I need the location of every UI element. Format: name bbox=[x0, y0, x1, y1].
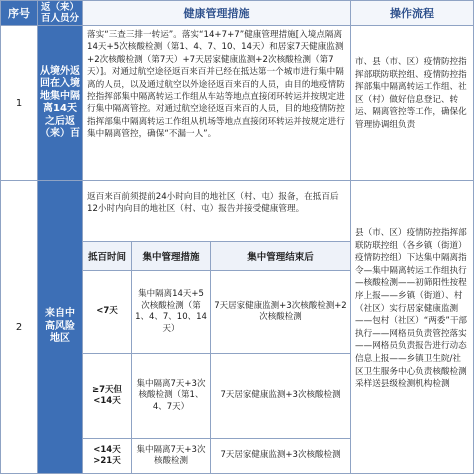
subtable-row2-time: ≥7天但<14天 bbox=[82, 353, 132, 439]
row2-process: 县（市、区）疫情防控指挥部联防联控组（各乡镇（街道）疫情防控组）下达集中隔离指令—集中隔离转运工作组执行—核酸检测——初筛阳性按程序上报——乡镇（街道）、村（社区）实行居家健康监测——包村（社区）“两委”干部执行——网格员负责管控落实——网格员负责报告进行动态信息上报——乡镇卫生院/社区卫生服务中心负责核酸检测采样送县级检测机构检测 bbox=[350, 180, 474, 474]
subtable-row1-after: 7天居家健康监测+3次核酸检测+2次核酸检测 bbox=[210, 270, 351, 354]
subtable-row1-centralized: 集中隔离14天+5次核酸检测（第1、4、7、10、14天） bbox=[131, 270, 211, 354]
subtable-row3-centralized: 集中隔离7天+3次核酸检测 bbox=[131, 438, 211, 474]
row2-category: 来自中高风险地区 bbox=[37, 180, 83, 474]
row1-category: 从境外返回在入境地集中隔离14天之后返（来）百 bbox=[37, 25, 83, 181]
subtable-header-after: 集中管理结束后 bbox=[210, 241, 351, 271]
row2-measures-intro: 返百来百前须提前24小时向目的地社区（村、屯）报备，在抵百后12小时内向目的地社区（村、屯）报告并接受健康管理。 bbox=[82, 180, 351, 242]
row2-index: 2 bbox=[0, 180, 38, 474]
header-people-category: 返（来）百人员分 bbox=[37, 0, 83, 26]
header-process: 操作流程 bbox=[350, 0, 474, 26]
subtable-header-time: 抵百时间 bbox=[82, 241, 132, 271]
row1-index: 1 bbox=[0, 25, 38, 181]
header-index: 序号 bbox=[0, 0, 38, 26]
subtable-header-centralized: 集中管理措施 bbox=[131, 241, 211, 271]
header-measures: 健康管理措施 bbox=[82, 0, 351, 26]
row1-process: 市、县（市、区）疫情防控指挥部联防联控组、疫情防控指挥部集中隔离转运工作组、社区（村）做好信息登记、转运、隔离管控等工作，确保化管理协调组负责 bbox=[350, 25, 474, 181]
subtable-row3-time: <14天 >21天 bbox=[82, 438, 132, 474]
subtable-row3-after: 7天居家健康监测+3次核酸检测 bbox=[210, 438, 351, 474]
subtable-row1-time: <7天 bbox=[82, 270, 132, 354]
row1-measures: 落实“三查三排一转运”。落实“14+7+7”健康管理措施[入境点隔离14天+5次核酸检测（第1、4、7、10、14天）和居家7天健康监测+2次核酸检测（第7天）+7天居家健康监测+2次核酸检测（第7天）]。对通过航空途径返百来百并已经在抵达第一个城市进行集中隔离的人员，以及通过航空以外途径返百来百的人员，由目的地疫情防控指挥部集中隔离转运工作组从车站等地点直接闭环转运并按规定进行集中隔离管控。对通过航空途径返百来百的人员，目的地疫情防控指挥部集中隔离转运工作组从机场等地点直接闭环转运并按规定进行集中隔离管控，确保“不漏一人”。 bbox=[82, 25, 351, 181]
subtable-row2-centralized: 集中隔离7天+3次核酸检测（第1、4、7天） bbox=[131, 353, 211, 439]
subtable-row2-after: 7天居家健康监测+3次核酸检测 bbox=[210, 353, 351, 439]
